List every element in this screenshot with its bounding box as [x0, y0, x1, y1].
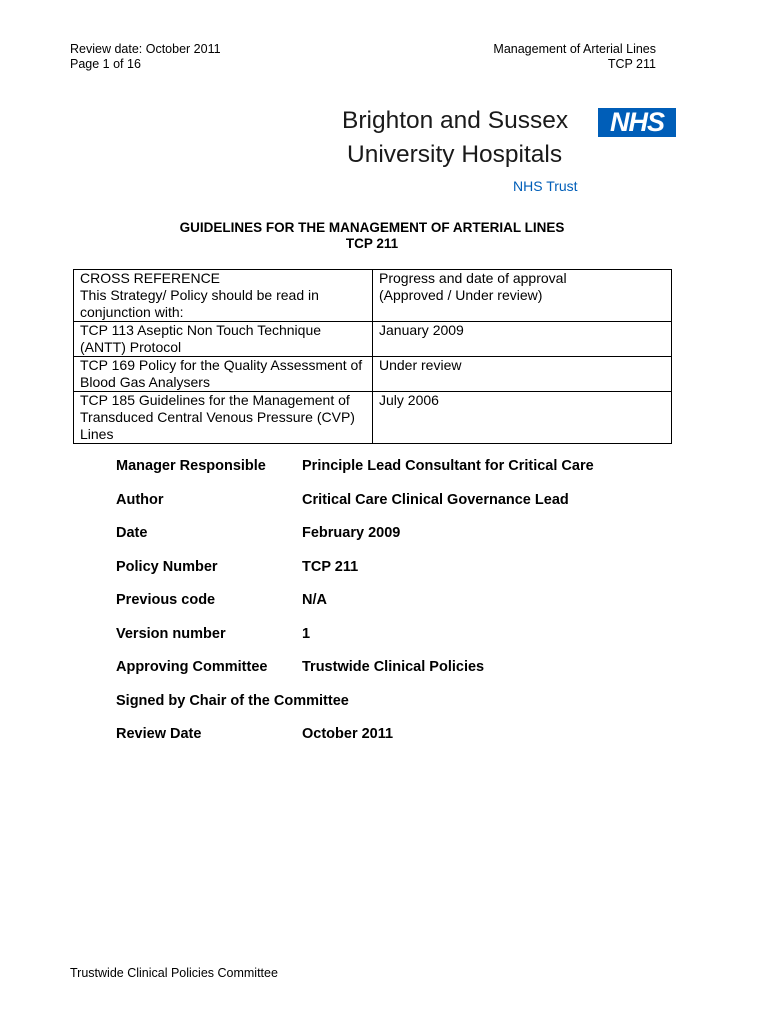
page-title: GUIDELINES FOR THE MANAGEMENT OF ARTERIAL LINES: [179, 220, 565, 235]
detail-value: Critical Care Clinical Governance Lead: [302, 491, 569, 508]
header-left: [70, 42, 221, 72]
detail-label: Version number: [116, 625, 226, 642]
table-cell-document: TCP 113 Aseptic Non Touch Technique (ANTT) Protocol: [74, 322, 373, 357]
detail-label: Author: [116, 491, 164, 508]
detail-value: TCP 211: [302, 558, 359, 575]
detail-label: Date: [116, 525, 148, 541]
logo-line-2: University Hospitals: [347, 141, 563, 168]
page-number-text: Page 1 of 16: [70, 57, 141, 71]
page-footer: Trustwide Clinical Policies Committee: [70, 966, 278, 980]
table-row: [74, 322, 672, 357]
table-header-row: [74, 270, 672, 322]
detail-value: October 2011: [302, 726, 394, 742]
table-header-cell: [74, 270, 373, 322]
table-cell-status: Under review: [373, 357, 672, 392]
table-cell-status: January 2009: [373, 322, 672, 357]
detail-label: Policy Number: [116, 558, 218, 575]
cross-reference-note: This Strategy/ Policy should be read in conjunction with:: [80, 287, 319, 320]
table-cell-document: TCP 185 Guidelines for the Management of Transduced Central Venous Pressure (CVP) Lines: [74, 392, 373, 444]
table-cell-status: July 2006: [373, 392, 672, 444]
detail-value: February 2009: [302, 525, 401, 541]
cross-reference-table: [73, 269, 672, 444]
detail-label: Signed by Chair of the Committee: [116, 692, 349, 709]
table-cell-document: TCP 169 Policy for the Quality Assessment of Blood Gas Analysers: [74, 357, 373, 392]
document-title-text: Management of Arterial Lines: [493, 42, 656, 56]
detail-value: Principle Lead Consultant for Critical Care: [302, 458, 594, 474]
cross-reference-heading: CROSS REFERENCE: [80, 270, 221, 286]
approval-note: (Approved / Under review): [379, 287, 543, 303]
detail-value: Trustwide Clinical Policies: [302, 659, 485, 675]
logo-line-1: Brighton and Sussex: [342, 107, 569, 134]
header-right: [493, 42, 656, 72]
approval-heading: Progress and date of approval: [379, 270, 567, 286]
table-row: [74, 392, 672, 444]
detail-value: 1: [302, 625, 311, 642]
review-date-text: Review date: October 2011: [70, 42, 221, 56]
detail-label: Review Date: [116, 726, 202, 742]
nhs-logo-icon: NHS: [598, 108, 676, 137]
detail-value: N/A: [302, 592, 327, 608]
document-code-text: TCP 211: [607, 57, 656, 71]
detail-label: Previous code: [116, 592, 216, 608]
logo-trust-text: NHS Trust: [513, 178, 578, 194]
detail-label: Approving Committee: [116, 659, 268, 675]
page-subtitle: TCP 211: [345, 236, 399, 251]
detail-label: Manager Responsible: [116, 458, 266, 474]
table-header-cell: [373, 270, 672, 322]
table-row: [74, 357, 672, 392]
